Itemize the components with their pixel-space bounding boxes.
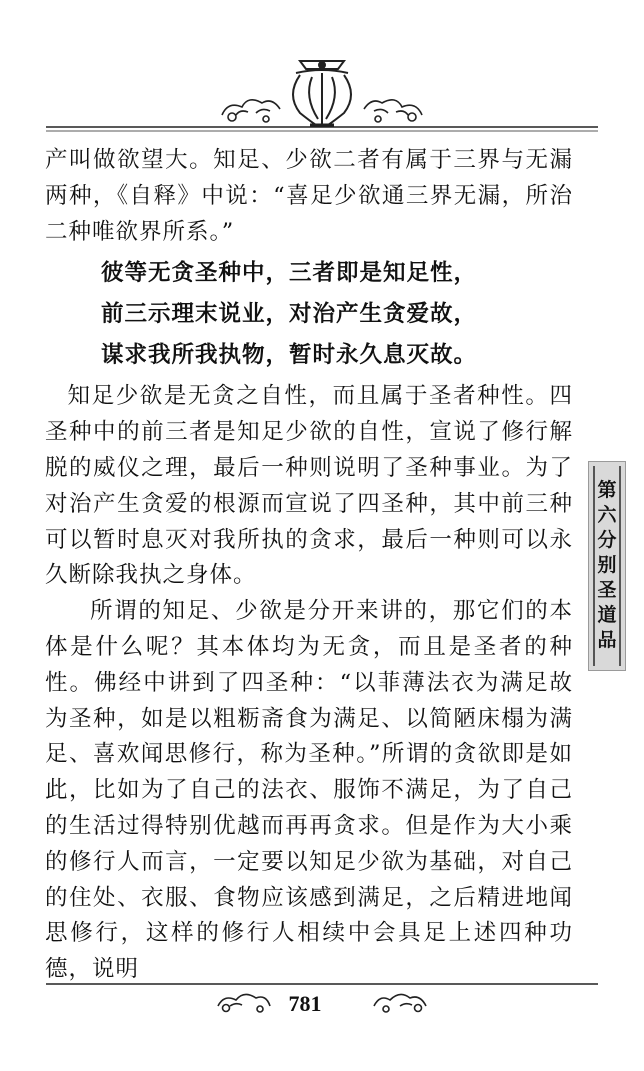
chapter-char: 分 <box>597 529 617 551</box>
cloud-right-icon <box>364 100 422 122</box>
verse-block <box>45 253 573 376</box>
chapter-char: 圣 <box>597 579 617 601</box>
page-body <box>45 143 573 988</box>
verse-line: 前三示理末说业，对治产生贪爱故， <box>101 301 478 328</box>
verse-line: 彼等无贪圣种中，三者即是知足性， <box>101 260 478 287</box>
paragraph-continued: 产叫做欲望大。知足、少欲二者有属于三界与无漏两种，《自释》中说：“喜足少欲通三界无漏，所治二种唯欲界所系。” <box>45 147 573 245</box>
vajra-icon <box>293 61 351 125</box>
paragraph: 所谓的知足、少欲是分开来讲的，那它们的本体是什么呢？其本体均为无贪，而且是圣者的种性。佛经中讲到了四圣种：“以菲薄法衣为满足故为圣种，如是以粗粝斋食为满足、以简陋床榻为满足、喜欢闻思修行，称为圣种。”所谓的贪欲即是如此，比如为了自己的法衣、服饰不满足，为了自己的生活过得特别优越而再再贪求。但是作为大小乘的修行人而言，一定要以知足少欲为基础，对自己的住处、衣服、食物应该感到满足，之后精进地闻思修行，这样的修行人相续中会具足上述四种功德，说明 <box>45 598 573 983</box>
cloud-right-icon <box>374 994 426 1012</box>
chapter-char: 品 <box>597 629 617 651</box>
header-ornament <box>0 55 644 135</box>
paragraph: 知足少欲是无贪之自性，而且属于圣者种性。四圣种中的前三者是知足少欲的自性，宣说了修行解脱的威仪之理，最后一种则说明了圣种事业。为了对治产生贪爱的根源而宣说了四圣种，其中前三种可以暂时息灭对我所执的贪求，最后一种则可以永久断除我执之身体。 <box>45 383 573 589</box>
chapter-char: 第 <box>597 479 617 501</box>
chapter-side-tab <box>588 461 626 671</box>
verse-line: 谋求我所我执物，暂时永久息灭故。 <box>101 342 478 369</box>
chapter-title-vertical <box>589 478 625 653</box>
cloud-left-icon <box>218 994 270 1012</box>
cloud-left-icon <box>222 100 280 122</box>
page-number: 781 <box>288 991 322 1016</box>
chapter-char: 六 <box>597 504 617 526</box>
chapter-char: 别 <box>597 554 617 576</box>
chapter-char: 道 <box>597 604 617 626</box>
